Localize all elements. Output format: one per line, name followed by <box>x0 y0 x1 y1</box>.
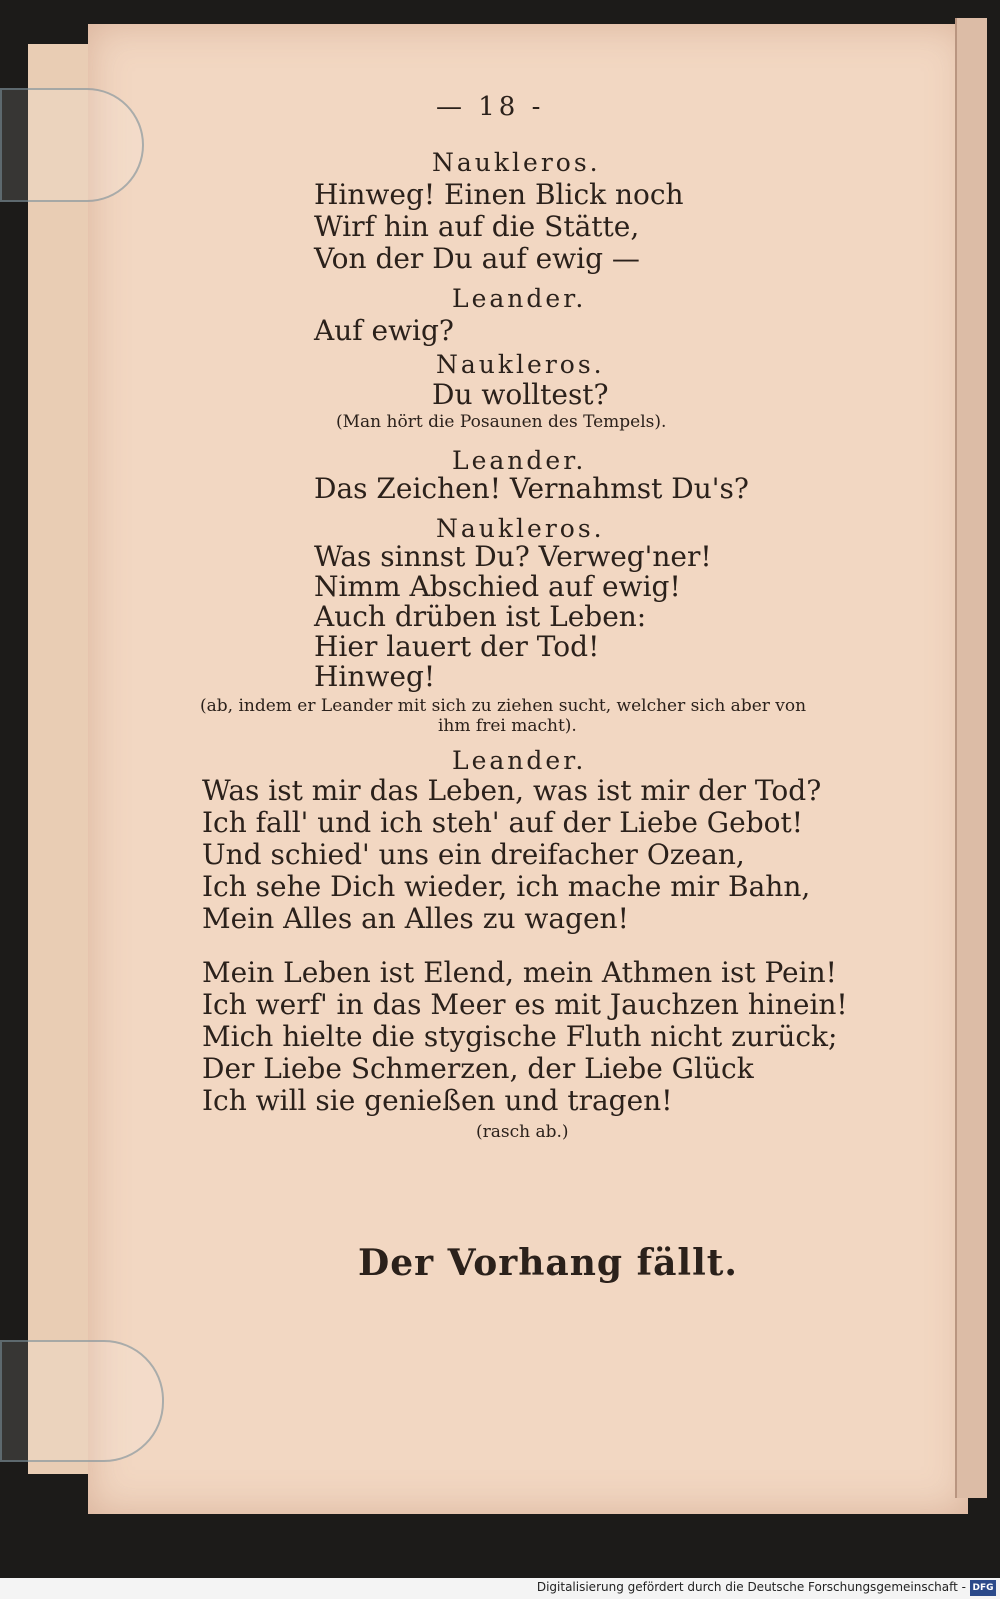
stage-direction-exit: (rasch ab.) <box>476 1122 569 1142</box>
verse-line: Und schied' uns ein dreifacher Ozean, <box>202 838 745 871</box>
speaker-naukleros: Naukleros. <box>436 350 605 379</box>
speaker-naukleros: Naukleros. <box>432 148 601 177</box>
verse-line: Du wolltest? <box>432 378 609 411</box>
speaker-leander: Leander. <box>452 746 587 775</box>
verse-line: Hinweg! <box>314 660 436 693</box>
verse-line: Hier lauert der Tod! <box>314 630 600 663</box>
speaker-naukleros: Naukleros. <box>436 514 605 543</box>
verse-line: Hinweg! Einen Blick noch <box>314 178 684 211</box>
page-edge <box>955 18 987 1498</box>
stage-direction: (ab, indem er Leander mit sich zu ziehen sucht, welcher sich aber von <box>200 696 807 716</box>
page-number: — 18 - <box>436 92 545 122</box>
curtain-line: Der Vorhang fällt. <box>358 1242 738 1284</box>
verse-line: Mein Leben ist Elend, mein Athmen ist Pein! <box>202 956 837 989</box>
footer-credit: Digitalisierung gefördert durch die Deutsche Forschungsgemeinschaft - <box>536 1580 966 1594</box>
speaker-leander: Leander. <box>452 284 587 313</box>
verse-line: Was sinnst Du? Verweg'ner! <box>314 540 712 573</box>
verse-line: Ich werf' in das Meer es mit Jauchzen hinein! <box>202 988 848 1021</box>
stage-direction: (Man hört die Posaunen des Tempels). <box>336 412 667 432</box>
stage-direction: ihm frei macht). <box>438 716 577 736</box>
verse-line: Auch drüben ist Leben: <box>314 600 647 633</box>
verse-line: Mich hielte die stygische Fluth nicht zurück; <box>202 1020 838 1053</box>
verse-line: Nimm Abschied auf ewig! <box>314 570 681 603</box>
speaker-leander: Leander. <box>452 446 587 475</box>
verse-line: Das Zeichen! Vernahmst Du's? <box>314 472 749 505</box>
verse-line: Mein Alles an Alles zu wagen! <box>202 902 629 935</box>
verse-line: Von der Du auf ewig — <box>314 242 640 275</box>
plastic-clip <box>0 88 144 202</box>
dfg-logo: DFG <box>970 1580 996 1596</box>
verse-line: Was ist mir das Leben, was ist mir der Tod? <box>202 774 822 807</box>
verse-line: Der Liebe Schmerzen, der Liebe Glück <box>202 1052 754 1085</box>
verse-line: Ich will sie genießen und tragen! <box>202 1084 673 1117</box>
verse-line: Auf ewig? <box>314 314 454 347</box>
verse-line: Ich sehe Dich wieder, ich mache mir Bahn, <box>202 870 811 903</box>
verse-line: Ich fall' und ich steh' auf der Liebe Gebot! <box>202 806 804 839</box>
verse-line: Wirf hin auf die Stätte, <box>314 210 640 243</box>
plastic-clip <box>0 1340 164 1462</box>
